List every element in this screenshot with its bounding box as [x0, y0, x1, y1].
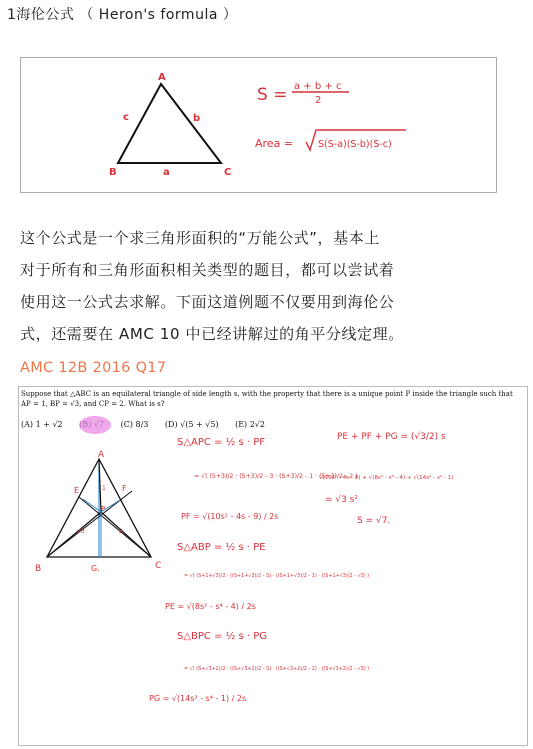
work-line-3: PF = √(10s² - 4s - 9) / 2s	[181, 512, 279, 521]
problem-line-1: Suppose that △ABC is an equilateral triangle of side length s, with the property that there is a unique point P inside the triangle such that	[21, 390, 513, 398]
diagram-p-label: P	[101, 505, 106, 513]
vertex-b-label: B	[109, 167, 117, 178]
side-a-label: a	[163, 167, 170, 178]
triangle-abc	[118, 84, 221, 163]
diagram-ap-length: 1	[102, 485, 106, 492]
work-line-7: S△BPC = ½ s · PG	[177, 631, 268, 642]
side-c-label: c	[123, 112, 129, 123]
work-right-2: √(10s² - 4s - 9) + √(8s² - s⁴ - 4) + √(14s² - s⁴ - 1)	[319, 475, 454, 481]
diagram-a-label: A	[98, 450, 105, 460]
paragraph-line: 使用这一公式去求解。下面这道例题不仅要用到海伦公	[20, 293, 395, 311]
formula-s-numerator: a + b + c	[294, 81, 342, 92]
choice-e: (E) 2√2	[235, 420, 265, 429]
formula-area-right: S(S-a)(S-b)(S-c)	[318, 139, 392, 150]
formula-s-left: S =	[257, 85, 288, 105]
work-line-9: PG = √(14s² - s⁴ - 1) / 2s	[149, 694, 247, 703]
paragraph-line: 式，还需要在 AMC 10 中已经讲解过的角平分线定理。	[20, 325, 404, 343]
work-line-5: = √( (S+1+√3)/2 · ((S+1+√3)/2 - S) · ((S+1+√3)/2 - 1) · ((S+1+√3)/2 - √3) )	[184, 573, 370, 579]
diagram-e-label: E	[74, 486, 80, 495]
work-line-2: = √( (S+3)/2 · (S+3)/2 - 3 · (S+3)/2 - 1 · (S+3)/2 - 2 )	[194, 473, 358, 480]
solution-svg	[19, 387, 527, 745]
handwritten-work-right	[319, 431, 453, 526]
heron-figure-svg	[21, 58, 496, 192]
paragraph-line: 这个公式是一个求三角形面积的“万能公式”，基本上	[20, 229, 380, 247]
diagram-bp-length: √3	[77, 528, 85, 535]
diagram-g-label: G.	[91, 564, 100, 573]
work-line-6: PE = √(8s² - s⁴ - 4) / 2s	[165, 602, 256, 611]
work-right-1: PE + PF + PG = (√3/2) s	[337, 432, 446, 442]
choice-d: (D) √(5 + √5)	[164, 420, 219, 429]
diagram-b-label: B	[35, 564, 42, 574]
equilateral-triangle-diagram	[35, 450, 161, 574]
paragraph-line: 对于所有和三角形面积相关类型的题目，都可以尝试着	[20, 261, 395, 279]
diagram-cp-length: 2	[119, 528, 123, 535]
section-title: 1海伦公式 （ Heron's formula ）	[7, 7, 238, 23]
work-line-4: S△ABP = ½ s · PE	[177, 542, 266, 553]
choice-c: (C) 8/3	[120, 420, 149, 429]
work-right-4: S = √7.	[357, 516, 391, 526]
vertex-a-label: A	[158, 72, 166, 83]
work-right-3: = √3 s²	[325, 495, 359, 505]
diagram-f-label: F	[122, 484, 127, 493]
work-line-8: = √( (S+√3+2)/2 · ((S+√3+2)/2 - S) · ((S+√3+2)/2 - 2) · ((S+√3+2)/2 - √3) )	[184, 666, 370, 672]
work-line-1: S△APC = ½ s · PF	[177, 437, 266, 448]
side-b-label: b	[193, 113, 201, 124]
problem-solution-figure	[18, 386, 528, 746]
problem-source-title: AMC 12B 2016 Q17	[20, 360, 167, 376]
vertex-c-label: C	[224, 167, 232, 178]
choice-a: (A) 1 + √2	[21, 420, 63, 429]
problem-line-2: AP = 1, BP = √3, and CP = 2. What is s?	[21, 400, 165, 408]
choice-b-highlight	[79, 416, 111, 434]
formula-s-denominator: 2	[315, 95, 322, 106]
explanation-paragraph	[20, 222, 520, 350]
formula-area-left: Area =	[255, 137, 294, 150]
heron-formula-figure	[20, 57, 497, 193]
diagram-c-label: C	[155, 561, 162, 571]
